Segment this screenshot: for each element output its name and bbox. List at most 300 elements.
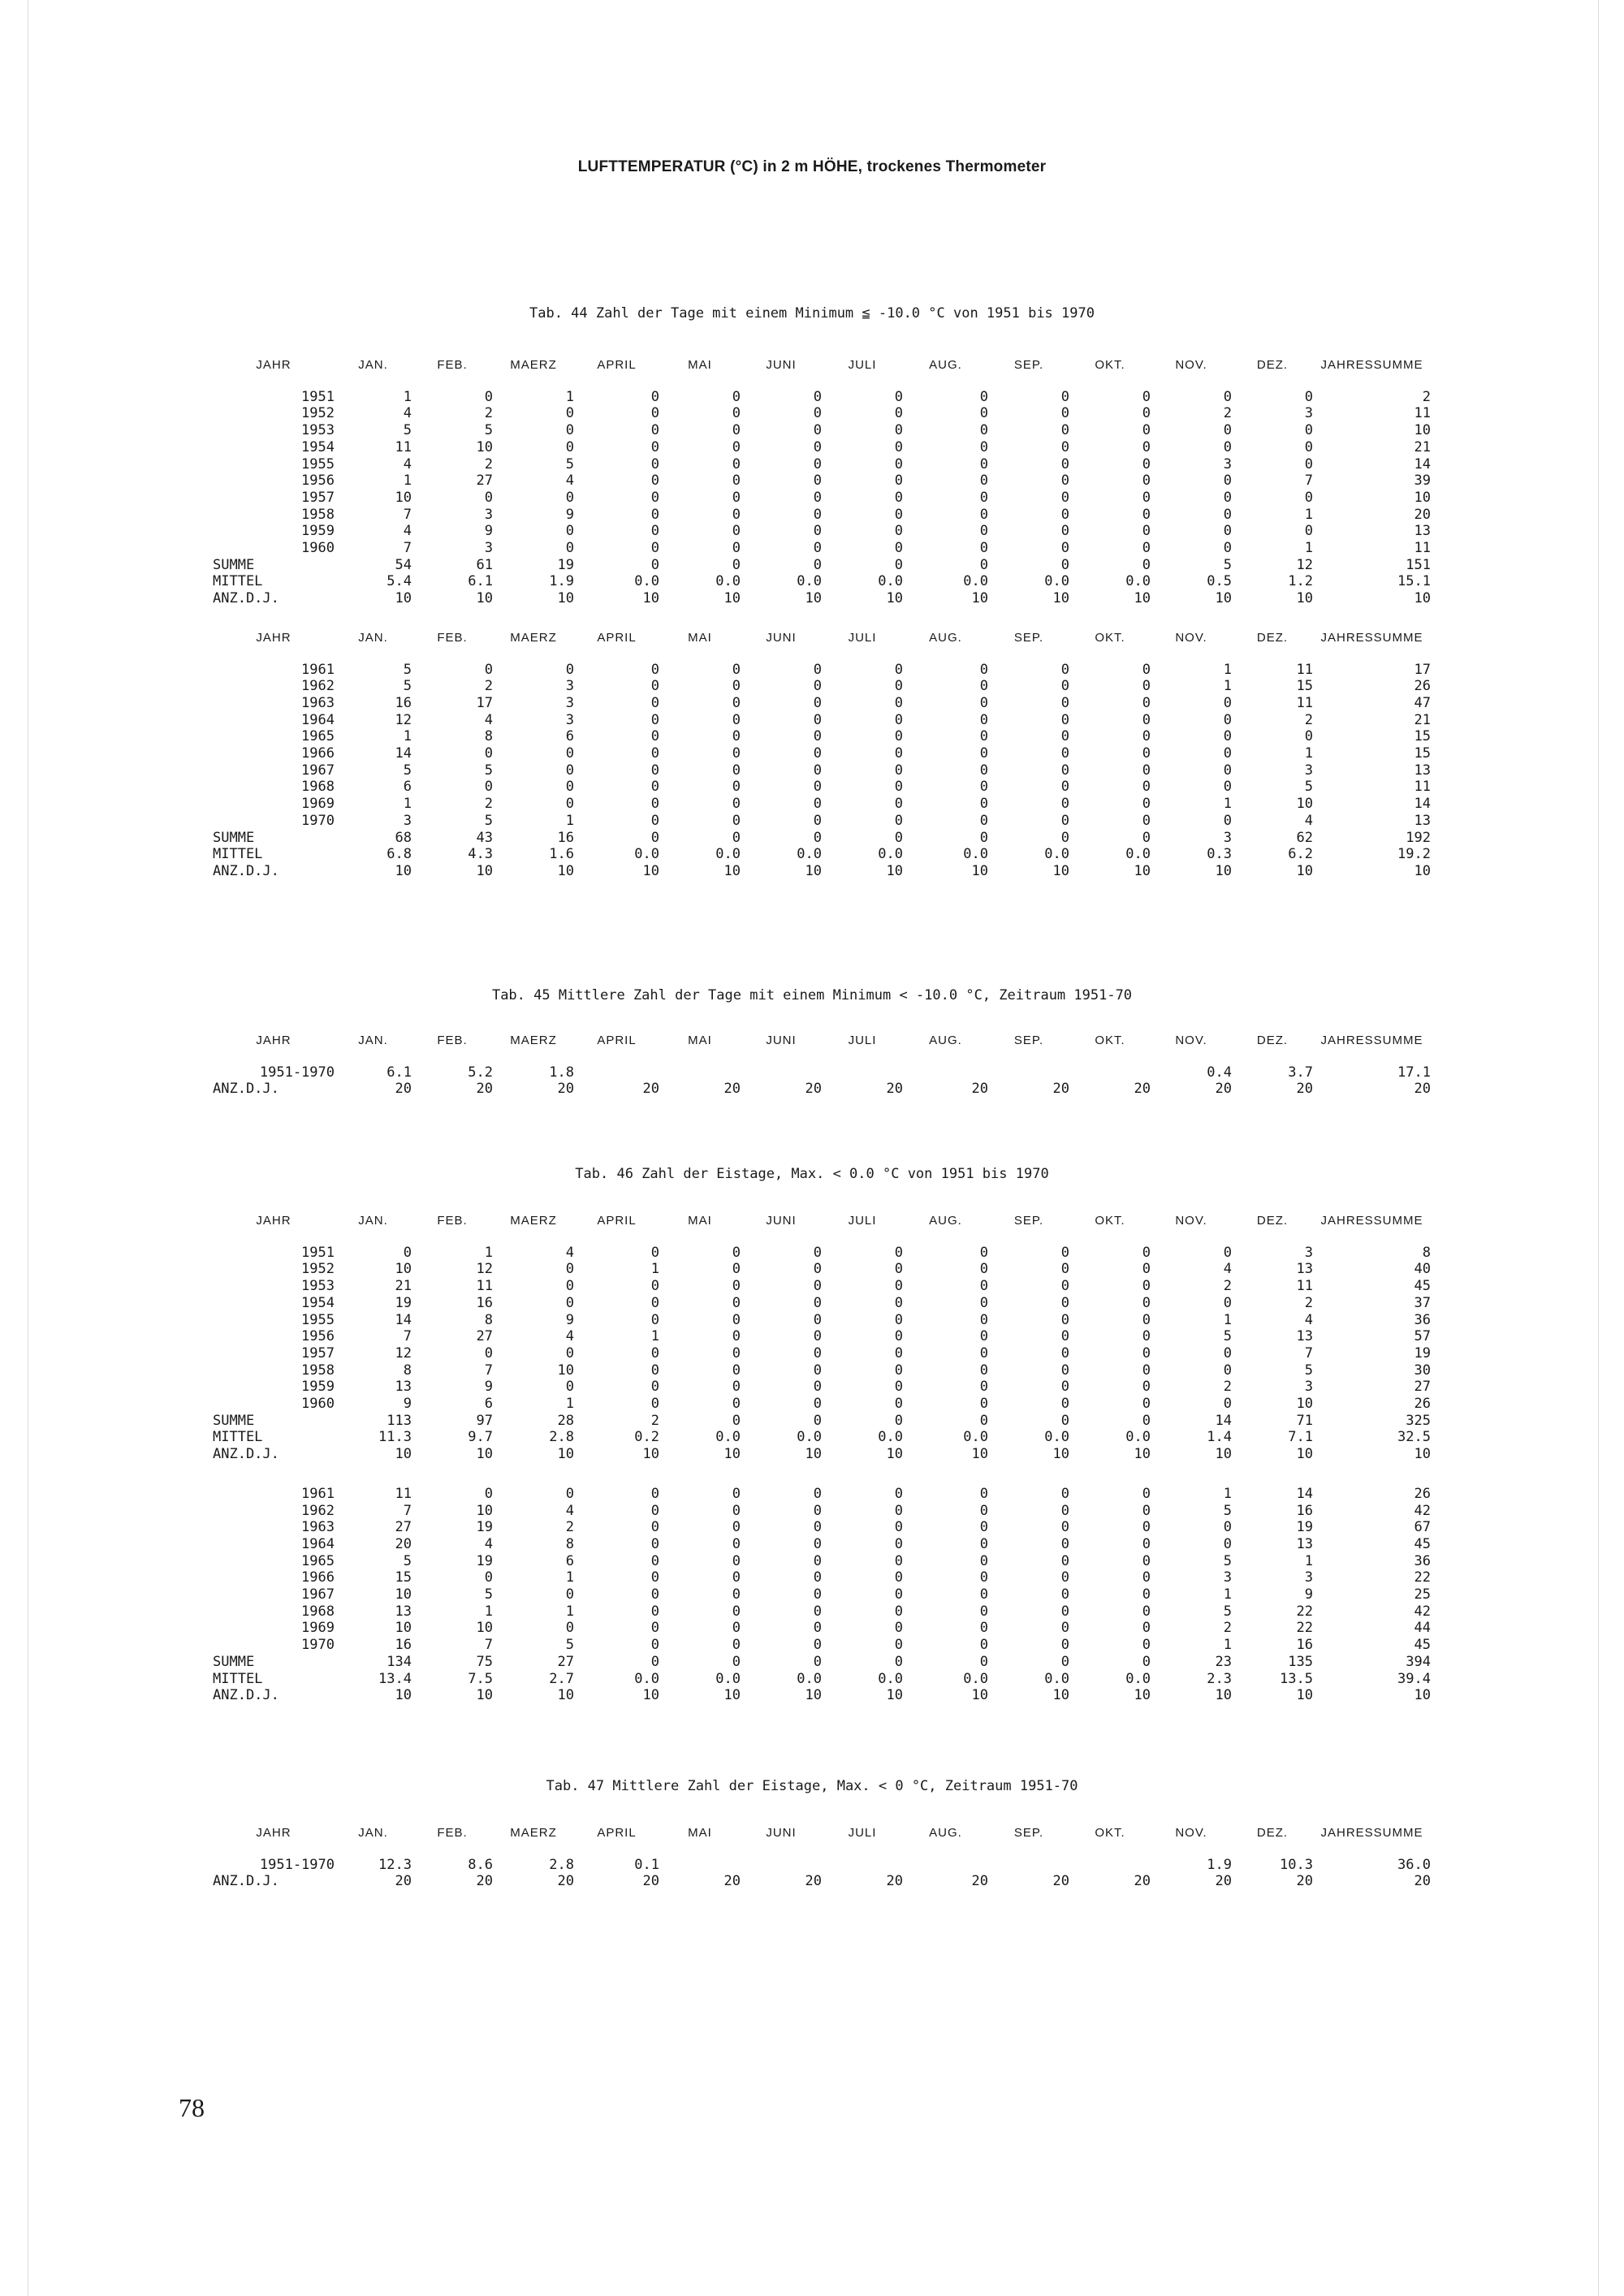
row-label <box>213 1620 335 1637</box>
table-cell: 1 <box>1223 1485 1232 1502</box>
row-label <box>213 1603 335 1621</box>
table-cell: 0 <box>894 1328 903 1345</box>
table-cell: 0 <box>650 473 659 490</box>
table-cell: 7.5 <box>468 1670 493 1687</box>
table-cell: 0 <box>732 1620 741 1637</box>
table-cell: 0 <box>894 1396 903 1413</box>
column-header: SEP. <box>1013 1826 1044 1840</box>
table-row <box>213 863 1431 880</box>
table-cell: 0 <box>650 711 659 728</box>
table-cell: 0 <box>894 1586 903 1603</box>
table-cell: 0.5 <box>1207 573 1232 590</box>
table-cell: 0 <box>1060 1294 1069 1311</box>
table-cell: 16 <box>476 1294 493 1311</box>
table-cell: 0 <box>1142 489 1151 506</box>
table-cell: 0 <box>732 1485 741 1502</box>
table-cell: 0 <box>813 694 822 711</box>
table-cell: 0 <box>813 1569 822 1586</box>
table-cell: 0 <box>894 779 903 796</box>
table-cell: 0 <box>813 1344 822 1362</box>
table-cell: 0 <box>813 829 822 846</box>
column-header: JUNI <box>766 630 797 645</box>
table-cell: 0 <box>484 745 493 762</box>
table-cell: 0 <box>650 438 659 455</box>
table-cell: 0 <box>813 1294 822 1311</box>
table-cell <box>988 1064 1069 1081</box>
table-cell: 0 <box>1304 523 1313 540</box>
table-cell: 3 <box>1304 762 1313 779</box>
table-cell: 0 <box>732 1379 741 1396</box>
table-cell: 0 <box>1142 711 1151 728</box>
column-header: JULI <box>848 1034 877 1047</box>
table-cell: 0 <box>1060 388 1069 405</box>
table-cell: 4.3 <box>468 846 493 863</box>
column-header: FEB. <box>437 1214 468 1228</box>
table-cell <box>741 1064 822 1081</box>
table-caption: Tab. 46 Zahl der Eistage, Max. < 0.0 °C von 1951 bis 1970 <box>575 1166 1049 1182</box>
table-cell: 3.7 <box>1288 1064 1313 1081</box>
table-cell: 0 <box>1223 506 1232 523</box>
table-cell: 0 <box>650 1485 659 1502</box>
table-cell: 10 <box>395 489 412 506</box>
table-cell: 0 <box>979 762 988 779</box>
table-cell: 7 <box>484 1362 493 1379</box>
table-cell: 2.8 <box>549 1429 574 1446</box>
table-caption: Tab. 45 Mittlere Zahl der Tage mit einem Minimum < -10.0 °C, Zeitraum 1951-70 <box>491 987 1133 1003</box>
table-cell: 0 <box>813 1519 822 1536</box>
table-cell <box>822 1857 903 1874</box>
table-cell: 0 <box>894 1637 903 1654</box>
table-cell: 0 <box>894 1278 903 1295</box>
table-cell: 0 <box>1142 1519 1151 1536</box>
table-cell: 0 <box>979 506 988 523</box>
table-cell: 10 <box>971 862 988 879</box>
column-header: SEP. <box>1013 1214 1044 1228</box>
table-cell: 0 <box>650 455 659 473</box>
table-cell: 12 <box>1296 556 1313 573</box>
table-cell: 0 <box>1060 1485 1069 1502</box>
table-cell: 15 <box>1414 728 1431 745</box>
table-cell: 0 <box>1060 1311 1069 1328</box>
table-cell: 0 <box>565 540 574 557</box>
table-cell: 0 <box>894 1244 903 1261</box>
table-cell: 43 <box>476 829 493 846</box>
table-cell: 0 <box>813 1552 822 1569</box>
column-header: AUG. <box>929 1826 962 1840</box>
table-cell: 5 <box>1304 1362 1313 1379</box>
table-cell: 0 <box>565 1261 574 1278</box>
table-cell: 30 <box>1414 1362 1431 1379</box>
table-cell: 14 <box>1215 1412 1232 1429</box>
table-cell: 28 <box>557 1412 574 1429</box>
table-cell: 5 <box>484 1586 493 1603</box>
table-cell: 0 <box>650 796 659 813</box>
table-cell: 5 <box>403 661 412 678</box>
table-cell: 37 <box>1414 1294 1431 1311</box>
table-cell: 0 <box>979 1362 988 1379</box>
table-cell: 0 <box>732 438 741 455</box>
table-row <box>213 1586 1431 1603</box>
table-cell: 0 <box>894 1535 903 1552</box>
table-cell: 0 <box>732 812 741 829</box>
table-cell: 10 <box>1414 489 1431 506</box>
table-row <box>213 830 1431 847</box>
table-row <box>213 557 1431 574</box>
table-cell: 10.3 <box>1280 1856 1313 1873</box>
table-cell: 61 <box>476 556 493 573</box>
table-cell: 0 <box>1060 1519 1069 1536</box>
table-cell: 1 <box>403 728 412 745</box>
table-cell: 1 <box>484 1603 493 1620</box>
row-label: ANZ.D.J. <box>213 1687 279 1704</box>
table-cell: 10 <box>642 1446 659 1463</box>
table-cell: 0 <box>1060 829 1069 846</box>
table-cell: 7.1 <box>1288 1429 1313 1446</box>
table-cell: 0 <box>565 796 574 813</box>
table-cell: 10 <box>971 590 988 607</box>
table-cell: 0 <box>1142 1294 1151 1311</box>
column-header: JAHRESSUMME <box>1320 1034 1423 1047</box>
table-cell: 0 <box>1142 1311 1151 1328</box>
header-spacer <box>213 647 1431 662</box>
table-cell: 0 <box>732 1328 741 1345</box>
table-cell: 0.0 <box>1044 573 1069 590</box>
table-cell: 27 <box>395 1519 412 1536</box>
row-label <box>213 1295 335 1312</box>
table-cell: 0 <box>1060 1620 1069 1637</box>
table-cell: 0 <box>813 1502 822 1519</box>
column-header: OKT. <box>1095 1034 1125 1047</box>
table-cell: 5 <box>484 762 493 779</box>
table-row <box>213 745 1431 762</box>
table-cell: 0 <box>565 745 574 762</box>
table-cell: 40 <box>1414 1261 1431 1278</box>
table-cell: 0 <box>813 661 822 678</box>
table-cell: 0 <box>1142 506 1151 523</box>
table-cell: 0 <box>979 1344 988 1362</box>
table-cell: 17 <box>476 694 493 711</box>
table-cell: 0 <box>1142 779 1151 796</box>
row-label <box>213 728 335 745</box>
table-cell: 0 <box>732 1535 741 1552</box>
table-row <box>213 573 1431 590</box>
table-cell: 0 <box>565 1379 574 1396</box>
table-cell: 0 <box>732 1344 741 1362</box>
table-cell: 10 <box>1052 862 1069 879</box>
table-cell: 7 <box>403 1328 412 1345</box>
table-cell: 0 <box>894 796 903 813</box>
table-cell: 0 <box>732 489 741 506</box>
table-cell: 0 <box>565 1620 574 1637</box>
table-cell: 0 <box>732 1261 741 1278</box>
row-label <box>213 422 335 439</box>
table-cell: 0 <box>979 1653 988 1670</box>
column-header: NOV. <box>1175 1826 1207 1840</box>
table-cell: 0 <box>813 1535 822 1552</box>
row-label <box>213 1486 335 1503</box>
table-cell: 10 <box>1134 1687 1151 1704</box>
table-cell: 0 <box>650 1637 659 1654</box>
table-cell: 0 <box>894 1653 903 1670</box>
table-cell: 0 <box>979 422 988 439</box>
table-cell: 0 <box>1060 1278 1069 1295</box>
table-cell: 5 <box>403 422 412 439</box>
table-cell: 0 <box>894 711 903 728</box>
table-cell: 0 <box>1060 405 1069 422</box>
table-cell: 0 <box>484 1569 493 1586</box>
table-cell: 0 <box>1142 812 1151 829</box>
row-label: ANZ.D.J. <box>213 1873 279 1890</box>
row-label-text: 1956 <box>301 473 335 490</box>
table-cell: 0 <box>1142 1603 1151 1620</box>
table-cell: 0 <box>894 540 903 557</box>
row-label-text: 1962 <box>301 1502 335 1519</box>
table-cell: 0 <box>650 812 659 829</box>
row-label-text: 1964 <box>301 1535 335 1552</box>
table-row <box>213 1503 1431 1520</box>
column-header: DEZ. <box>1256 1034 1289 1047</box>
table-cell: 0 <box>1223 694 1232 711</box>
row-label-text: 1968 <box>301 1603 335 1620</box>
table-cell: 0 <box>979 1552 988 1569</box>
table-cell: 6.1 <box>387 1064 412 1081</box>
table-cell: 0 <box>650 678 659 695</box>
table-cell: 151 <box>1406 556 1431 573</box>
table-cell: 2 <box>1223 405 1232 422</box>
table-cell: 10 <box>557 590 574 607</box>
table-cell: 8 <box>403 1362 412 1379</box>
table-cell: 3 <box>565 711 574 728</box>
table-cell: 2 <box>1422 388 1431 405</box>
row-label-text: 1956 <box>301 1328 335 1345</box>
table-row <box>213 1603 1431 1621</box>
table-cell: 0 <box>1142 1379 1151 1396</box>
column-header: FEB. <box>437 358 468 372</box>
table-cell: 0.0 <box>634 1670 659 1687</box>
table-cell: 0 <box>650 1294 659 1311</box>
table-row <box>213 540 1431 557</box>
table-cell: 0 <box>650 745 659 762</box>
table-cell: 10 <box>395 862 412 879</box>
table-cell: 4 <box>403 455 412 473</box>
table-row <box>213 1569 1431 1586</box>
column-header: FEB. <box>437 630 468 645</box>
table-cell: 10 <box>723 1446 741 1463</box>
table-cell: 0 <box>813 745 822 762</box>
table-cell: 0 <box>650 523 659 540</box>
column-header: MAERZ <box>510 1826 557 1840</box>
table-cell: 0 <box>894 661 903 678</box>
table-cell: 0 <box>565 1278 574 1295</box>
table-cell: 0 <box>732 1396 741 1413</box>
table-cell: 0 <box>1142 438 1151 455</box>
table-cell: 0 <box>813 489 822 506</box>
column-header: JAN. <box>358 1214 388 1228</box>
table-cell: 0.0 <box>1125 846 1151 863</box>
table-cell: 13.5 <box>1280 1670 1313 1687</box>
row-label: ANZ.D.J. <box>213 1081 279 1098</box>
table-cell: 11 <box>1296 694 1313 711</box>
table-cell: 0 <box>813 728 822 745</box>
table-cell: 0.0 <box>634 573 659 590</box>
table-cell: 10 <box>1414 590 1431 607</box>
row-label <box>213 1261 335 1278</box>
table-cell: 0 <box>650 405 659 422</box>
table-cell: 0.0 <box>715 573 741 590</box>
table-cell: 20 <box>1414 1081 1431 1098</box>
table-cell: 26 <box>1414 678 1431 695</box>
table-cell: 0 <box>979 745 988 762</box>
table-cell: 0 <box>650 556 659 573</box>
table-cell: 0 <box>979 523 988 540</box>
table-cell: 7 <box>484 1637 493 1654</box>
row-label-text: 1961 <box>301 1485 335 1502</box>
table-cell: 10 <box>805 862 822 879</box>
table-cell: 0 <box>1060 779 1069 796</box>
table-cell: 0 <box>894 405 903 422</box>
table-cell: 0 <box>650 1535 659 1552</box>
data-table <box>213 1213 1431 1704</box>
table-cell: 1.9 <box>549 573 574 590</box>
table-cell: 0 <box>813 1278 822 1295</box>
table-cell: 0 <box>894 1569 903 1586</box>
table-cell: 8 <box>1422 1244 1431 1261</box>
row-label-text: 1966 <box>301 745 335 762</box>
table-cell: 15 <box>1414 745 1431 762</box>
table-cell: 0 <box>1060 762 1069 779</box>
table-cell: 3 <box>484 506 493 523</box>
table-cell: 0 <box>894 1294 903 1311</box>
table-cell: 20 <box>1134 1081 1151 1098</box>
table-cell: 0 <box>650 694 659 711</box>
table-cell: 0 <box>565 422 574 439</box>
table-cell: 0 <box>979 1637 988 1654</box>
table-cell: 20 <box>886 1873 903 1890</box>
table-cell: 5 <box>1223 556 1232 573</box>
row-label <box>213 1345 335 1362</box>
table-cell: 20 <box>1414 506 1431 523</box>
column-header: MAI <box>688 630 712 645</box>
table-cell: 13 <box>1296 1535 1313 1552</box>
table-cell: 1 <box>565 1569 574 1586</box>
table-cell: 10 <box>1134 1446 1151 1463</box>
table-cell: 2.3 <box>1207 1670 1232 1687</box>
table-cell: 4 <box>484 1535 493 1552</box>
table-cell: 7 <box>1304 1344 1313 1362</box>
table-cell: 0 <box>894 762 903 779</box>
table-cell: 0 <box>1060 728 1069 745</box>
table-cell: 20 <box>1215 1873 1232 1890</box>
row-label-text: 1957 <box>301 1344 335 1362</box>
header-spacer <box>213 1230 1431 1245</box>
table-cell <box>659 1064 741 1081</box>
table-cell: 7 <box>403 506 412 523</box>
table-cell: 192 <box>1406 829 1431 846</box>
table-cell: 0 <box>894 694 903 711</box>
table-cell: 0 <box>732 1362 741 1379</box>
table-cell: 0 <box>650 540 659 557</box>
table-cell: 10 <box>723 1687 741 1704</box>
table-cell: 16 <box>1296 1502 1313 1519</box>
table-cell: 0 <box>650 422 659 439</box>
table-cell: 57 <box>1414 1328 1431 1345</box>
column-header: JULI <box>848 1214 877 1228</box>
table-cell: 14 <box>1414 455 1431 473</box>
table-cell: 0 <box>732 1311 741 1328</box>
table-cell <box>1069 1857 1151 1874</box>
table-cell: 0 <box>979 1620 988 1637</box>
table-cell: 0 <box>732 1653 741 1670</box>
table-cell: 0 <box>1223 1396 1232 1413</box>
table-cell: 0.0 <box>1125 1670 1151 1687</box>
table-cell: 0 <box>1060 556 1069 573</box>
table-cell: 0 <box>1142 1485 1151 1502</box>
table-cell: 0 <box>1142 405 1151 422</box>
column-header: DEZ. <box>1256 1826 1289 1840</box>
column-header: SEP. <box>1013 630 1044 645</box>
table-cell <box>988 1857 1069 1874</box>
table-cell: 9 <box>565 1311 574 1328</box>
table-cell: 0 <box>813 678 822 695</box>
table-cell: 0 <box>979 388 988 405</box>
row-label <box>213 1245 335 1262</box>
table-cell: 45 <box>1414 1535 1431 1552</box>
table-cell: 0 <box>484 779 493 796</box>
table-cell: 2 <box>484 678 493 695</box>
table-cell: 0 <box>732 829 741 846</box>
row-label-text: 1969 <box>301 1620 335 1637</box>
table-cell: 0 <box>1060 661 1069 678</box>
table-cell: 0 <box>979 1569 988 1586</box>
table-cell: 0 <box>979 455 988 473</box>
table-cell: 10 <box>805 1446 822 1463</box>
table-cell: 0 <box>979 1519 988 1536</box>
table-cell: 0 <box>732 388 741 405</box>
table-cell: 0 <box>813 506 822 523</box>
table-cell: 3 <box>1223 1569 1232 1586</box>
table-cell: 0 <box>979 661 988 678</box>
row-label <box>213 1536 335 1553</box>
row-label-text: 1955 <box>301 1311 335 1328</box>
table-cell: 0 <box>1223 779 1232 796</box>
table-cell: 0 <box>650 1311 659 1328</box>
header-row <box>213 1033 1431 1050</box>
table-cell: 0 <box>813 812 822 829</box>
table-cell <box>659 1857 741 1874</box>
table-cell: 68 <box>395 829 412 846</box>
table-cell: 0 <box>1142 1502 1151 1519</box>
table-cell: 1 <box>1223 1311 1232 1328</box>
column-header: JAHRESSUMME <box>1320 358 1423 372</box>
row-label <box>213 523 335 540</box>
table-cell: 0 <box>650 1586 659 1603</box>
row-label-text: 1953 <box>301 422 335 439</box>
table-cell: 0 <box>650 388 659 405</box>
table-row <box>213 1345 1431 1362</box>
column-header: OKT. <box>1095 358 1125 372</box>
table-cell: 0 <box>565 779 574 796</box>
table-row <box>213 1687 1431 1704</box>
row-label: MITTEL <box>213 846 263 863</box>
table-row <box>213 1536 1431 1553</box>
row-label-text: 1961 <box>301 661 335 678</box>
table-cell: 36 <box>1414 1552 1431 1569</box>
table-cell: 0 <box>813 779 822 796</box>
table-cell: 10 <box>395 1261 412 1278</box>
table-cell: 97 <box>476 1412 493 1429</box>
row-label-text: 1967 <box>301 762 335 779</box>
table-cell: 25 <box>1414 1586 1431 1603</box>
